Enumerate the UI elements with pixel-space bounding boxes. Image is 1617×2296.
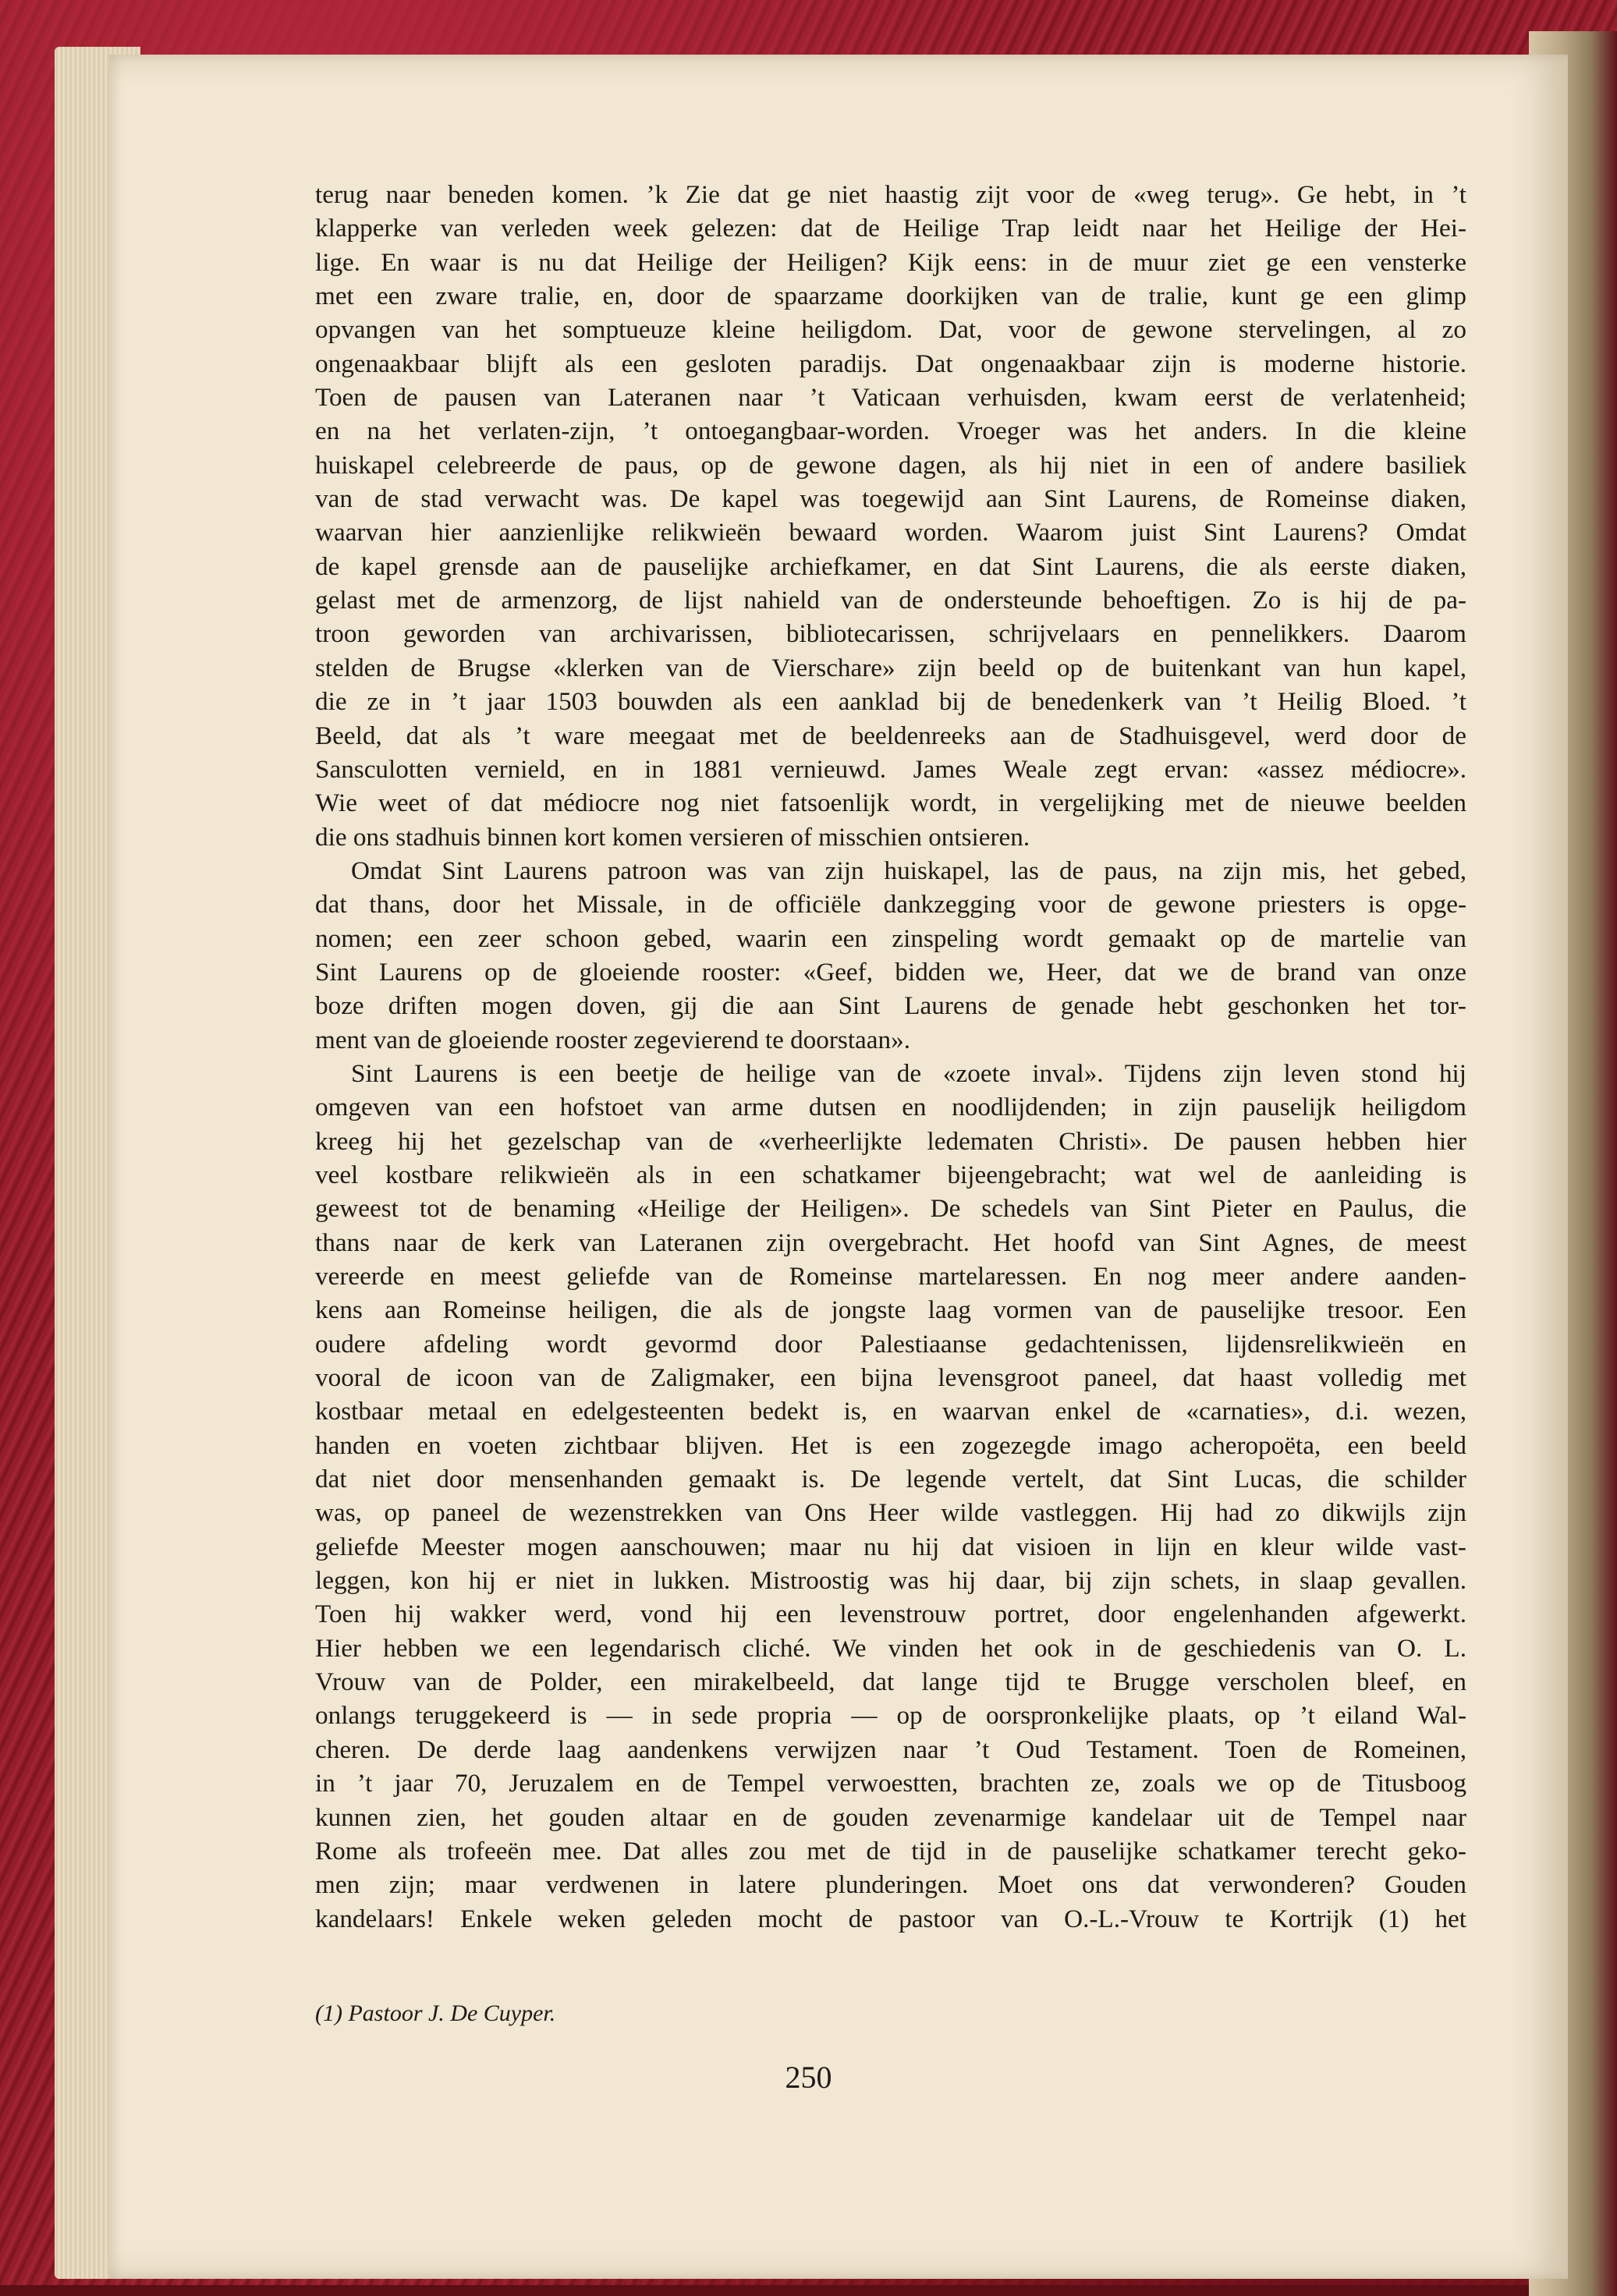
- text-line: gelast met de armenzorg, de lijst nahield van de ondersteunde behoeftigen. Zo is hij de pa-: [315, 586, 1466, 615]
- text-line: boze driften mogen doven, gij die aan Sint Laurens de genade hebt geschonken het tor-: [315, 991, 1466, 1021]
- text-line: veel kostbare relikwieën als in een schatkamer bijeengebracht; wat wel de aanleiding is: [315, 1160, 1466, 1189]
- text-line: klapperke van verleden week gelezen: dat de Heilige Trap leidt naar het Heilige der Hei-: [315, 214, 1466, 243]
- text-line: Beeld, dat als ’t ware meegaat met de beeldenreeks aan de Stadhuisgevel, werd door de: [315, 721, 1466, 750]
- text-line: geliefde Meester mogen aanschouwen; maar nu hij dat visioen in lijn en kleur wilde vast-: [315, 1532, 1466, 1561]
- text-line: kreeg hij het gezelschap van de «verheerlijkte ledematen Christi». De pausen hebben hier: [315, 1126, 1466, 1156]
- text-line: waarvan hier aanzienlijke relikwieën bewaard worden. Waarom juist Sint Laurens? Omdat: [315, 518, 1466, 547]
- text-line: in ’t jaar 70, Jeruzalem en de Tempel verwoestten, brachten ze, zoals we op de Titusboog: [315, 1769, 1466, 1798]
- text-line: troon geworden van archivarissen, bibliotecarissen, schrijvelaars en pennelikkers. Daarom: [315, 619, 1466, 649]
- text-line: Sint Laurens is een beetje de heilige van de «zoete inval». Tijdens zijn leven stond hij: [351, 1058, 1466, 1088]
- text-line: thans naar de kerk van Lateranen zijn overgebracht. Het hoofd van Sint Agnes, de meest: [315, 1228, 1466, 1257]
- text-line: stelden de Brugse «klerken van de Vierschare» zijn beeld op de buitenkant van hun kapel,: [315, 653, 1466, 682]
- page-number: 250: [785, 2060, 832, 2095]
- text-line: geweest tot de benaming «Heilige der Heiligen». De schedels van Sint Pieter en Paulus, die: [315, 1194, 1466, 1224]
- text-line: men zijn; maar verdwenen in latere plunderingen. Moet ons dat verwonderen? Gouden: [315, 1870, 1466, 1900]
- text-line: onlangs teruggekeerd is — in sede propria — op de oorspronkelijke plaats, op ’t eiland Wal-: [315, 1701, 1466, 1731]
- text-line: vooral de icoon van de Zaligmaker, een bijna levensgroot paneel, dat haast volledig met: [315, 1363, 1466, 1393]
- text-line: nomen; een zeer schoon gebed, waarin een zinspeling wordt gemaakt op de martelie van: [315, 923, 1466, 953]
- text-line: omgeven van een hofstoet van arme dutsen en noodlijdenden; in zijn pauselijk heiligdom: [315, 1093, 1466, 1122]
- text-line: die ze in ’t jaar 1503 bouwden als een aanklad bij de benedenkerk van ’t Heilig Bloed. ’t: [315, 687, 1466, 717]
- text-line: kandelaars! Enkele weken geleden mocht de pastoor van O.-L.-Vrouw te Kortrijk (1) het: [315, 1904, 1466, 1933]
- text-line: kens aan Romeinse heiligen, die als de jongste laag vormen van de pauselijke tresoor. Een: [315, 1295, 1466, 1325]
- text-line: Sint Laurens op de gloeiende rooster: «Geef, bidden we, Heer, dat we de brand van onze: [315, 957, 1466, 987]
- text-line: die ons stadhuis binnen kort komen versieren of misschien ontsieren.: [315, 822, 1030, 852]
- text-line: was, op paneel de wezenstrekken van Ons Heer wilde vastleggen. Hij had zo dikwijls zijn: [315, 1498, 1466, 1528]
- text-line: oudere afdeling wordt gevormd door Palestiaanse gedachtenissen, lijdensrelikwieën en: [315, 1329, 1466, 1359]
- text-line: dat niet door mensenhanden gemaakt is. De legende vertelt, dat Sint Lucas, die schilder: [315, 1465, 1466, 1494]
- text-line: Toen de pausen van Lateranen naar ’t Vaticaan verhuisden, kwam eerst de verlatenheid;: [315, 383, 1466, 413]
- text-line: leggen, kon hij er niet in lukken. Mistroostig was hij daar, bij zijn schets, in slaap gevallen.: [315, 1566, 1466, 1596]
- text-line: de kapel grensde aan de pauselijke archiefkamer, en dat Sint Laurens, die als eerste diaken,: [315, 551, 1466, 581]
- text-line: handen en voeten zichtbaar blijven. Het is een zogezegde imago acheropoëta, een beeld: [315, 1430, 1466, 1460]
- text-line: van de stad verwacht was. De kapel was toegewijd aan Sint Laurens, de Romeinse diaken,: [315, 484, 1466, 514]
- text-line: lige. En waar is nu dat Heilige der Heiligen? Kijk eens: in de muur ziet ge een vensterke: [315, 247, 1466, 277]
- text-line: Toen hij wakker werd, vond hij een levenstrouw portret, door engelenhanden afgewerkt.: [315, 1600, 1466, 1629]
- text-line: Vrouw van de Polder, een mirakelbeeld, dat lange tijd te Brugge verscholen bleef, en: [315, 1667, 1466, 1697]
- text-line: vereerde en meest geliefde van de Romeinse martelaressen. En nog meer andere aanden-: [315, 1262, 1466, 1291]
- text-line: cheren. De derde laag aandenkens verwijzen naar ’t Oud Testament. Toen de Romeinen,: [315, 1734, 1466, 1764]
- text-line: ongenaakbaar blijft als een gesloten paradijs. Dat ongenaakbaar zijn is moderne historie.: [315, 349, 1466, 378]
- text-line: opvangen van het somptueuze kleine heiligdom. Dat, voor de gewone stervelingen, al zo: [315, 315, 1466, 345]
- book-cover-edge: [0, 2285, 1617, 2296]
- text-line: Rome als trofeeën mee. Dat alles zou met de tijd in de pauselijke schatkamer terecht geko-: [315, 1836, 1466, 1866]
- text-line: Sansculotten vernield, en in 1881 vernieuwd. James Weale zegt ervan: «assez médiocre».: [315, 754, 1466, 784]
- text-line: huiskapel celebreerde de paus, op de gewone dagen, als hij niet in een of andere basiliek: [315, 450, 1466, 480]
- text-line: kostbaar metaal en edelgesteenten bedekt is, en waarvan enkel de «carnaties», d.i. wezen,: [315, 1397, 1466, 1426]
- text-line: Omdat Sint Laurens patroon was van zijn huiskapel, las de paus, na zijn mis, het gebed,: [351, 856, 1466, 885]
- text-line: Hier hebben we een legendarisch cliché. We vinden het ook in de geschiedenis van O. L.: [315, 1633, 1466, 1663]
- text-line: terug naar beneden komen. ’k Zie dat ge niet haastig zijt voor de «weg terug». Ge hebt, in ’t: [315, 180, 1466, 209]
- footnote: (1) Pastoor J. De Cuyper.: [315, 2000, 556, 2026]
- body-text: [315, 178, 1466, 1936]
- text-line: ment van de gloeiende rooster zegevierend te doorstaan».: [315, 1025, 911, 1054]
- text-line: dat thans, door het Missale, in de officiële dankzegging voor de gewone priesters is opge-: [315, 890, 1466, 919]
- text-line: Wie weet of dat médiocre nog niet fatsoenlijk wordt, in vergelijking met de nieuwe beelden: [315, 788, 1466, 818]
- text-line: kunnen zien, het gouden altaar en de gouden zevenarmige kandelaar uit de Tempel naar: [315, 1802, 1466, 1832]
- text-line: en na het verlaten-zijn, ’t ontoegangbaar-worden. Vroeger was het anders. In die kleine: [315, 416, 1466, 446]
- text-line: met een zware tralie, en, door de spaarzame doorkijken van de tralie, kunt ge een glimp: [315, 282, 1466, 311]
